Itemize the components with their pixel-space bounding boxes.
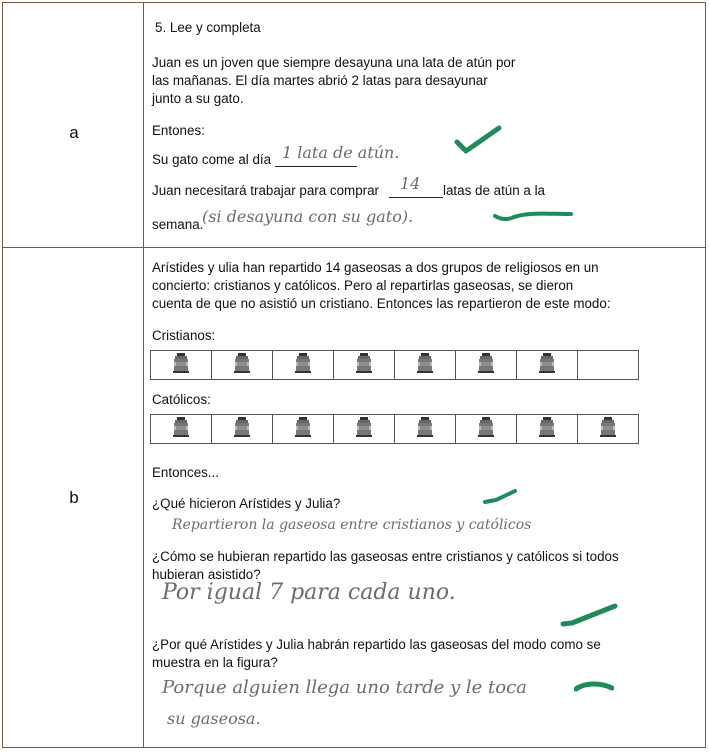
question-b3-line-1: ¿Por qué Arístides y Julia habrán repartido las gaseosas del modo como se <box>152 637 601 652</box>
entonces-label: Entones: <box>152 123 205 138</box>
handwritten-answer-b2: Por igual 7 para cada uno. <box>162 580 456 605</box>
question-2-suffix: latas de atún a la <box>443 183 545 198</box>
story-line-2: las mañanas. El día martes abrió 2 latas para desayunar <box>152 73 488 88</box>
catolicos-soda-strip <box>150 414 639 444</box>
soda-bottle-icon <box>414 416 436 443</box>
check-mark-icon <box>454 124 502 156</box>
question-b3-line-2: muestra en la figura? <box>152 655 278 670</box>
strip-cell <box>212 415 273 443</box>
soda-bottle-icon <box>475 352 497 379</box>
soda-bottle-icon <box>475 416 497 443</box>
story-line-3: junto a su gato. <box>152 91 244 106</box>
soda-bottle-icon <box>292 416 314 443</box>
question-b2-line-1: ¿Cómo se hubieran repartido las gaseosas entre cristianos y católicos si todos <box>152 549 619 564</box>
strip-cell <box>334 415 395 443</box>
intro-line-1: Arístides y ulia han repartido 14 gaseosas a dos grupos de religiosos en un <box>152 260 599 275</box>
check-mark-icon <box>560 602 618 628</box>
soda-bottle-icon <box>231 352 253 379</box>
question-1-prefix: Su gato come al día <box>152 152 272 167</box>
strip-cell <box>578 351 638 379</box>
strip-cell <box>212 351 273 379</box>
intro-line-2: concierto: cristianos y católicos. Pero al repartirlas gaseosas, se dieron <box>152 278 574 293</box>
soda-bottle-icon <box>231 416 253 443</box>
handwritten-answer-b3-line-2: su gaseosa. <box>167 709 261 728</box>
question-2-prefix: Juan necesitará trabajar para comprar <box>152 183 380 198</box>
cristianos-soda-strip <box>150 350 639 380</box>
column-divider <box>143 2 144 748</box>
soda-bottle-icon <box>292 352 314 379</box>
row-label-b: b <box>69 488 79 507</box>
handwritten-answer-b3-line-1: Porque alguien llega uno tarde y le toca <box>162 677 527 698</box>
story-line-1: Juan es un joven que siempre desayuna una lata de atún por <box>152 55 516 70</box>
row-label-a: a <box>69 123 79 142</box>
intro-line-3: cuenta de que no asistió un cristiano. Entonces las repartieron de este modo: <box>152 296 611 311</box>
check-mark-icon <box>482 488 518 506</box>
handwritten-answer-1: 1 lata de atún. <box>282 143 400 162</box>
strip-cell <box>151 415 212 443</box>
strip-cell <box>395 415 456 443</box>
row-divider <box>2 247 706 248</box>
strip-cell <box>151 351 212 379</box>
soda-bottle-icon <box>170 416 192 443</box>
strip-cell <box>456 351 517 379</box>
worksheet <box>2 2 706 748</box>
answer-line-1 <box>275 166 357 167</box>
answer-line-2 <box>389 197 443 198</box>
strip-cell <box>334 351 395 379</box>
check-mark-icon <box>492 208 574 224</box>
strip-cell <box>273 351 334 379</box>
strip-cell <box>517 415 578 443</box>
question-b2-line-2: hubieran asistido? <box>152 567 261 582</box>
handwritten-note: (si desayuna con su gato). <box>202 207 414 226</box>
strip-cell <box>517 351 578 379</box>
exercise-heading: 5. Lee y completa <box>155 20 261 35</box>
soda-bottle-icon <box>536 416 558 443</box>
soda-bottle-icon <box>170 352 192 379</box>
check-mark-icon <box>574 680 614 694</box>
entonces-label-b: Entonces... <box>152 465 219 480</box>
soda-bottle-icon <box>597 416 619 443</box>
group-1-label: Cristianos: <box>152 328 216 343</box>
strip-cell <box>456 415 517 443</box>
handwritten-answer-2: 14 <box>400 174 421 193</box>
soda-bottle-icon <box>353 416 375 443</box>
question-b1: ¿Qué hicieron Arístides y Julia? <box>152 496 341 511</box>
strip-cell <box>273 415 334 443</box>
soda-bottle-icon <box>353 352 375 379</box>
question-2-line-2: semana. <box>152 217 204 232</box>
strip-cell <box>395 351 456 379</box>
strip-cell <box>578 415 638 443</box>
soda-bottle-icon <box>414 352 436 379</box>
soda-bottle-icon <box>536 352 558 379</box>
group-2-label: Católicos: <box>152 392 211 407</box>
handwritten-answer-b1: Repartieron la gaseosa entre cristianos y católicos <box>172 517 532 533</box>
